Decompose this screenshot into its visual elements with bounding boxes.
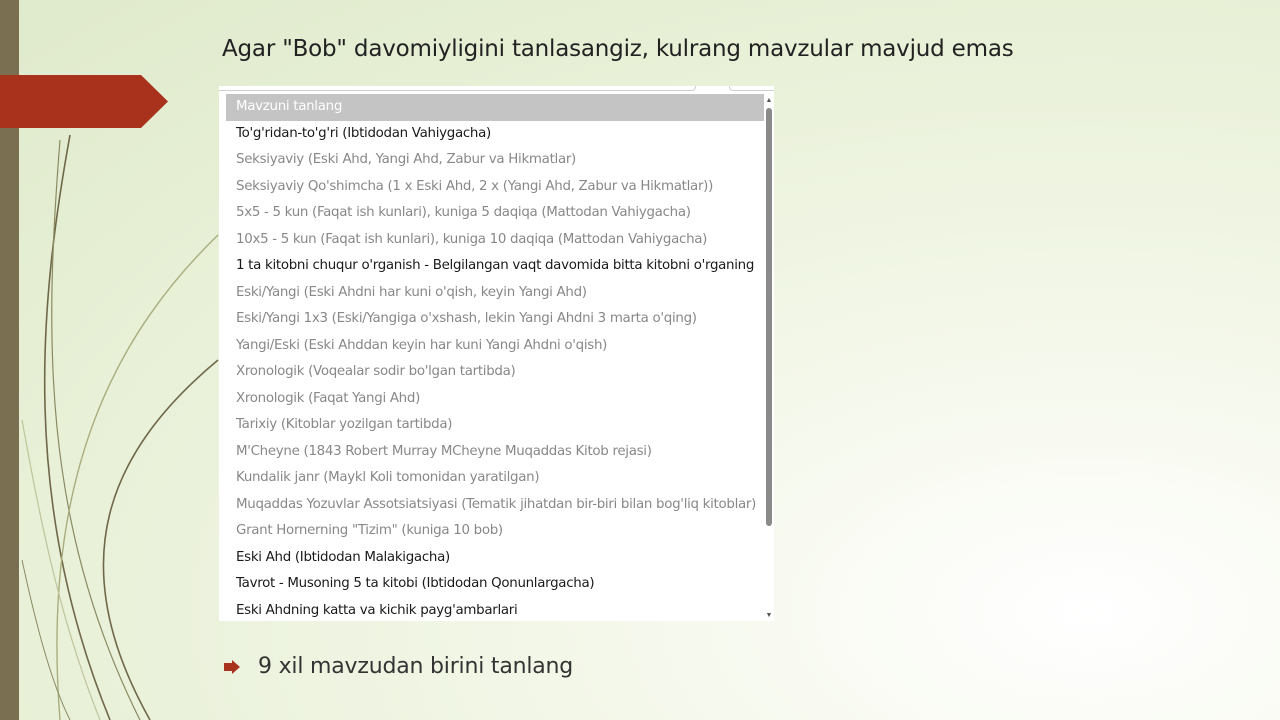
bullet-text: 9 xil mavzudan birini tanlang [258, 654, 574, 679]
dropdown-option[interactable]: Eski/Yangi (Eski Ahdni har kuni o'qish, keyin Yangi Ahd) [236, 284, 587, 300]
dropdown-option[interactable]: Eski/Yangi 1x3 (Eski/Yangiga o'xshash, lekin Yangi Ahdni 3 marta o'qing) [236, 311, 697, 326]
dropdown-options-list [226, 94, 766, 621]
scrollbar-thumb[interactable] [766, 108, 772, 526]
dropdown-option[interactable]: To'g'ridan-to'g'ri (Ibtidodan Vahiygacha) [236, 125, 491, 141]
dropdown-option[interactable]: Eski Ahd (Ibtidodan Malakigacha) [236, 549, 450, 565]
dropdown-option[interactable]: 10x5 - 5 kun (Faqat ish kunlari), kuniga 10 daqiqa (Mattodan Vahiygacha) [236, 231, 708, 247]
scroll-down-arrow-icon[interactable]: ▼ [765, 612, 773, 619]
select-box-edge [219, 86, 696, 91]
arrow-bullet-icon [224, 660, 240, 674]
dropdown-option[interactable]: 1 ta kitobni chuqur o'rganish - Belgilangan vaqt davomida bitta kitobni o'rganing [236, 258, 755, 273]
dropdown-option[interactable]: Eski Ahdning katta va kichik payg'ambarlari [236, 602, 518, 618]
dropdown-option[interactable]: Kundalik janr (Maykl Koli tomonidan yaratilgan) [236, 470, 540, 485]
dropdown-option[interactable]: Muqaddas Yozuvlar Assotsiatsiyasi (Tematik jihatdan bir-biri bilan bog'liq kitoblar) [236, 496, 757, 512]
dropdown-placeholder-option[interactable]: Mavzuni tanlang [226, 94, 766, 121]
dropdown-option[interactable]: Grant Hornerning "Tizim" (kuniga 10 bob) [236, 523, 503, 538]
plan-select-dropdown[interactable] [219, 86, 774, 621]
title-accent-tab [0, 75, 168, 128]
dropdown-scrollbar[interactable] [764, 94, 774, 621]
dropdown-option[interactable]: M'Cheyne (1843 Robert Murray MCheyne Muqaddas Kitob rejasi) [236, 443, 652, 459]
scroll-up-arrow-icon[interactable]: ▲ [765, 97, 773, 104]
dropdown-option[interactable]: Seksiyaviy (Eski Ahd, Yangi Ahd, Zabur va Hikmatlar) [236, 152, 576, 167]
bullet-item [224, 654, 573, 679]
dropdown-option[interactable]: Tarixiy (Kitoblar yozilgan tartibda) [236, 417, 453, 432]
select-box-edge-right [729, 86, 774, 91]
dropdown-option[interactable]: 5x5 - 5 kun (Faqat ish kunlari), kuniga 5 daqiqa (Mattodan Vahiygacha) [236, 205, 691, 220]
dropdown-option[interactable]: Xronologik (Faqat Yangi Ahd) [236, 390, 420, 406]
dropdown-option[interactable]: Xronologik (Voqealar sodir bo'lgan tartibda) [236, 364, 516, 379]
slide-title: Agar "Bob" davomiyligini tanlasangiz, kulrang mavzular mavjud emas [222, 36, 1014, 62]
dropdown-option[interactable]: Seksiyaviy Qo'shimcha (1 x Eski Ahd, 2 x (Yangi Ahd, Zabur va Hikmatlar)) [236, 178, 713, 194]
dropdown-option[interactable]: Tavrot - Musoning 5 ta kitobi (Ibtidodan Qonunlargacha) [236, 576, 595, 591]
dropdown-option[interactable]: Yangi/Eski (Eski Ahddan keyin har kuni Yangi Ahdni o'qish) [236, 337, 608, 353]
